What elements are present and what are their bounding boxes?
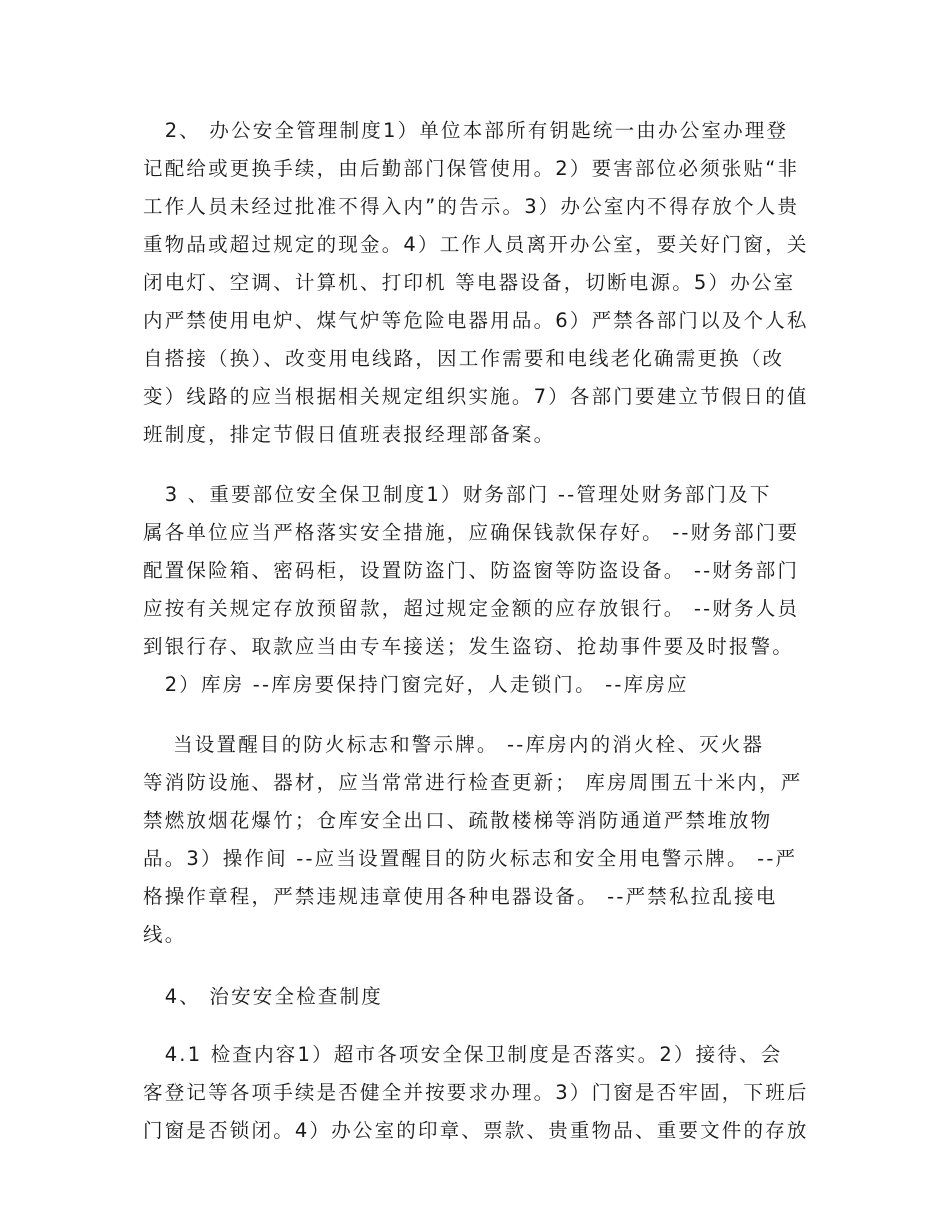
p-office-safety-line: 变）线路的应当根据相关规定组织实施。7）各部门要建立节假日的值 [143,385,809,408]
p-office-safety-line: 工作人员未经过批准不得入内”的告示。3）办公室内不得存放个人贵 [143,195,800,218]
p-key-area-line: 到银行存、取款应当由专车接送；发生盗窃、抢劫事件要及时报警。 [143,635,795,658]
p-inspection-content-line: 门窗是否锁闭。4）办公室的印章、票款、贵重物品、重要文件的存放 [143,1119,809,1142]
p-fire-line: 禁燃放烟花爆竹；仓库安全出口、疏散楼梯等消防通道严禁堆放物 [143,809,773,832]
p-fire-line: 格操作章程，严禁违规违章使用各种电器设备。 --严禁私拉乱接电 [143,885,778,908]
p-inspection-content-line: 客登记等各项手续是否健全并按要求办理。3）门窗是否牢固，下班后 [143,1081,809,1104]
p-fire-line: 品。3）操作间 --应当设置醒目的防火标志和安全用电警示牌。 --严 [143,847,798,870]
p-key-area-line: 配置保险箱、密码柜，设置防盗门、防盗窗等防盗设备。 --财务部门 [143,559,800,582]
p-key-area-line: 3 、重要部位安全保卫制度1）财务部门 --管理处财务部门及下 [143,483,772,506]
p-office-safety-line: 重物品或超过规定的现金。4）工作人员离开办公室，要关好门窗，关 [143,233,809,256]
p-office-safety-line: 班制度，排定节假日值班表报经理部备案。 [143,423,556,446]
p-key-area-line: 属各单位应当严格落实安全措施，应确保钱款保存好。 --财务部门要 [143,521,800,544]
p-office-safety-line: 内严禁使用电炉、煤气炉等危险电器用品。6）严禁各部门以及个人私 [143,309,809,332]
p-office-safety-line: 自搭接（换）、改变用电线路，因工作需要和电线老化确需更换（改 [143,347,785,370]
p-inspection-title-line: 4、 治安安全检查制度 [143,985,384,1008]
p-office-safety-line: 记配给或更换手续，由后勤部门保管使用。2）要害部位必须张贴“非 [143,157,800,180]
p-fire-line: 等消防设施、器材，应当常常进行检查更新； 库房周围五十米内，严 [143,771,803,794]
p-fire-line: 当设置醒目的防火标志和警示牌。 --库房内的消火栓、灭火器 [143,733,765,756]
p-key-area-line: 应按有关规定存放预留款，超过规定金额的应存放银行。 --财务人员 [143,597,800,620]
p-inspection-content-line: 4.1 检查内容1）超市各项安全保卫制度是否落实。2）接待、会 [143,1043,783,1066]
p-fire-line: 线。 [143,923,187,946]
p-office-safety-line: 闭电灯、空调、计算机、打印机 等电器设备，切断电源。5）办公室 [143,271,796,294]
p-warehouse-line: 2）库房 --库房要保持门窗完好，人走锁门。 --库房应 [143,673,689,696]
p-office-safety-line: 2、 办公安全管理制度1）单位本部所有钥匙统一由办公室办理登 [143,119,789,142]
